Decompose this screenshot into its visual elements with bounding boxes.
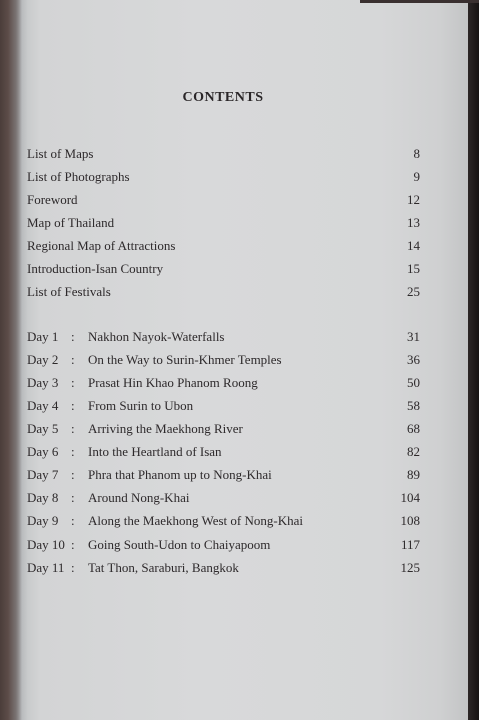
toc-entry (27, 284, 420, 302)
toc-entry-page: 15 (407, 261, 420, 276)
toc-day-entry (27, 560, 420, 578)
toc-entry-label: Foreword (27, 192, 78, 207)
page-title: CONTENTS (182, 90, 264, 105)
toc-entry-page: 117 (400, 537, 420, 552)
book-cover-edge (360, 0, 479, 3)
toc-entry-label: List of Maps (27, 146, 94, 161)
toc-entry-page: 108 (400, 513, 420, 528)
toc-day-separator: : (71, 352, 75, 367)
toc-day-entry (27, 352, 420, 370)
toc-day-title: Prasat Hin Khao Phanom Roong (88, 375, 258, 390)
toc-day-entry (27, 467, 420, 485)
toc-day-separator: : (71, 490, 75, 505)
toc-day-separator: : (71, 513, 75, 528)
toc-day-number: Day 11 (27, 560, 65, 575)
toc-day-title: Phra that Phanom up to Nong-Khai (88, 467, 272, 482)
toc-entry-page: 25 (407, 284, 420, 299)
toc-day-separator: : (71, 537, 75, 552)
toc-entry-page: 13 (407, 215, 420, 230)
toc-day-entry (27, 329, 420, 347)
toc-entry-page: 89 (407, 467, 420, 482)
toc-day-entry (27, 444, 420, 462)
toc-entry-page: 125 (400, 560, 420, 575)
toc-day-separator: : (71, 398, 75, 413)
toc-entry (27, 169, 420, 187)
toc-entry-label: List of Photographs (27, 169, 130, 184)
toc-entry-page: 104 (400, 490, 420, 505)
toc-entry-page: 68 (407, 421, 420, 436)
toc-day-title: Tat Thon, Saraburi, Bangkok (88, 560, 239, 575)
toc-day-number: Day 4 (27, 398, 59, 413)
toc-day-number: Day 9 (27, 513, 59, 528)
toc-day-number: Day 2 (27, 352, 59, 367)
toc-entry-label: Map of Thailand (27, 215, 115, 230)
book-spine-shadow (0, 0, 22, 720)
page-edge-shadow (468, 0, 479, 720)
toc-day-number: Day 6 (27, 444, 59, 459)
toc-day-title: On the Way to Surin-Khmer Temples (88, 352, 282, 367)
toc-day-number: Day 10 (27, 537, 65, 552)
toc-entry (27, 261, 420, 279)
toc-day-entry (27, 513, 420, 531)
toc-entry-page: 9 (413, 169, 420, 184)
toc-day-number: Day 8 (27, 490, 59, 505)
toc-entry-page: 82 (407, 444, 420, 459)
toc-entry-page: 58 (407, 398, 420, 413)
toc-day-entry (27, 375, 420, 393)
toc-entry-page: 14 (407, 238, 420, 253)
toc-day-separator: : (71, 444, 75, 459)
toc-day-number: Day 3 (27, 375, 59, 390)
toc-entry-page: 12 (407, 192, 420, 207)
toc-day-separator: : (71, 421, 75, 436)
toc-day-separator: : (71, 560, 75, 575)
toc-entry (27, 215, 420, 233)
toc-entry-page: 50 (407, 375, 420, 390)
toc-entry-label: Introduction-Isan Country (27, 261, 164, 276)
toc-day-title: Along the Maekhong West of Nong-Khai (88, 513, 303, 528)
toc-day-separator: : (71, 467, 75, 482)
toc-day-title: Going South-Udon to Chaiyapoom (88, 537, 271, 552)
toc-day-title: Arriving the Maekhong River (88, 421, 243, 436)
toc-day-number: Day 5 (27, 421, 59, 436)
toc-day-number: Day 7 (27, 467, 59, 482)
toc-day-entry (27, 537, 420, 555)
toc-entry (27, 146, 420, 164)
toc-day-entry (27, 421, 420, 439)
toc-entry (27, 238, 420, 256)
toc-entry-label: List of Festivals (27, 284, 111, 299)
toc-entry (27, 192, 420, 210)
toc-entry-page: 36 (407, 352, 420, 367)
toc-day-title: From Surin to Ubon (88, 398, 194, 413)
toc-day-separator: : (71, 375, 75, 390)
toc-day-entry (27, 490, 420, 508)
toc-day-number: Day 1 (27, 329, 59, 344)
toc-day-separator: : (71, 329, 75, 344)
toc-entry-label: Regional Map of Attractions (27, 238, 176, 253)
toc-day-title: Into the Heartland of Isan (88, 444, 222, 459)
toc-day-title: Around Nong-Khai (88, 490, 190, 505)
toc-entry-page: 31 (407, 329, 420, 344)
toc-day-entry (27, 398, 420, 416)
toc-entry-page: 8 (413, 146, 420, 161)
toc-day-title: Nakhon Nayok-Waterfalls (88, 329, 225, 344)
